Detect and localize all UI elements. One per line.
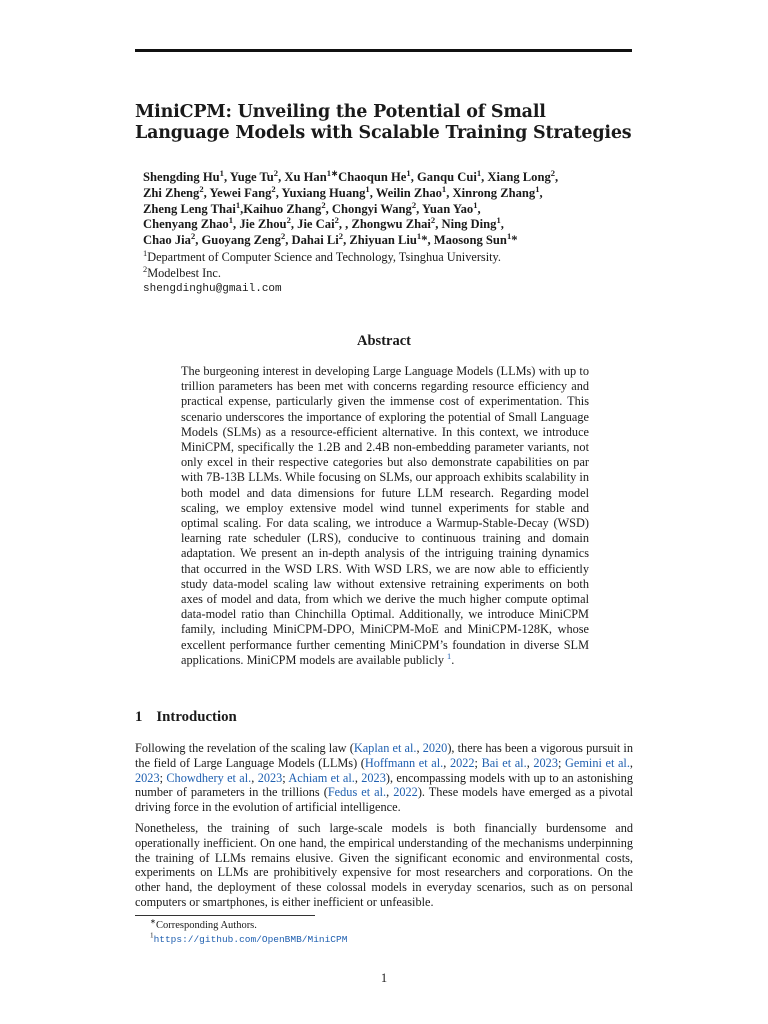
author-separator: ,: [477, 201, 481, 216]
author-affiliation-mark: 1: [496, 215, 501, 226]
author-name: Jie Zhou: [239, 217, 287, 232]
author-separator: ,: [275, 185, 282, 200]
author-name: Chao Jia: [143, 233, 191, 248]
author-separator: ,: [240, 201, 244, 216]
author-name: Maosong Sun: [433, 233, 507, 248]
author-name: Chaoqun He: [338, 170, 407, 184]
abstract-footnote-link[interactable]: 1: [447, 651, 452, 661]
citation-link[interactable]: Kaplan et al.: [353, 741, 417, 755]
author-affiliation-mark: 1: [473, 199, 478, 210]
author-affiliation-mark: 2: [280, 231, 286, 241]
author-name: Zhongwu Zhai: [351, 217, 431, 232]
paragraph-text: ;: [159, 770, 167, 785]
author-name: Yuge Tu: [229, 170, 274, 184]
author-separator: ,: [481, 170, 488, 184]
paragraph-text: ,: [416, 741, 423, 755]
author-affiliation-mark: 2: [430, 215, 436, 226]
author-name: Guoyang Zeng: [201, 233, 281, 248]
author-affiliation-mark: 2: [334, 215, 339, 226]
affiliation-2: [143, 265, 613, 281]
author-name: Chenyang Zhao: [143, 217, 229, 232]
author-affiliation-mark: 1: [365, 183, 370, 194]
paragraph-text: ,: [354, 770, 362, 785]
author-affiliation-mark: 2: [286, 215, 291, 226]
paragraph-text: ,: [251, 770, 258, 785]
section-number: 1: [135, 709, 143, 725]
author-affiliation-mark: 1: [235, 199, 241, 210]
author-name: Xu Han: [284, 170, 327, 184]
author-separator: ,: [446, 185, 453, 200]
paragraph-text: ), there has been a vigorous pursuit in the field of Large Language Models (LLMs) (: [135, 741, 634, 770]
author-name: Kaihuo Zhang: [243, 201, 322, 216]
author-affiliation-mark: 2: [273, 167, 279, 178]
citation-link[interactable]: 2020: [422, 741, 448, 755]
author-separator: *,: [421, 233, 434, 248]
author-affiliation-mark: 2: [321, 199, 326, 210]
paragraph-text: ;: [557, 755, 565, 770]
author-line: [143, 183, 613, 202]
citation-link[interactable]: 2023: [135, 770, 160, 785]
paragraph-text: ), encompassing models with up to an astonishing number of parameters in the trillions (: [135, 770, 633, 800]
abstract-text: [181, 364, 589, 668]
author-separator: ,: [285, 233, 292, 248]
affiliation-mark: 2: [143, 264, 148, 274]
author-name: Shengding Hu: [143, 170, 220, 184]
paper-title: MiniCPM: Unveiling the Potential of Small Language Models with Scalable Training Strategies: [135, 102, 632, 143]
section-heading: [135, 709, 237, 726]
citation-link[interactable]: Fedus et al.: [327, 785, 387, 800]
author-separator: ,: [500, 217, 504, 232]
author-name: Jie Cai: [297, 217, 335, 232]
author-email[interactable]: shengdinghu@gmail.com: [143, 283, 282, 295]
author-separator: ,: [343, 233, 350, 248]
footnote-mark: 1: [150, 931, 154, 940]
author-name: Chongyi Wang: [331, 201, 412, 216]
footnote-text: Corresponding Authors.: [155, 920, 257, 931]
author-line: [143, 167, 613, 186]
citation-link[interactable]: 2023: [361, 770, 386, 785]
author-separator: ,: [195, 233, 202, 248]
citation-link[interactable]: Hoffmann et al.: [364, 755, 444, 770]
author-affiliation-mark: 2: [338, 231, 344, 241]
author-separator: ,: [278, 170, 285, 184]
citation-link[interactable]: Chowdhery et al.: [166, 770, 252, 785]
author-affiliation-mark: 1: [535, 183, 540, 194]
citation-link[interactable]: 2022: [449, 755, 475, 770]
paragraph-text: ,: [629, 755, 633, 770]
paragraph-text: ;: [282, 770, 289, 785]
author-affiliation-mark: 2: [190, 231, 196, 241]
affiliations: [143, 249, 613, 297]
author-name: Zhi Zheng: [143, 185, 200, 200]
author-affiliation-mark: 2: [271, 183, 276, 194]
author-separator: ,: [369, 185, 376, 200]
author-affiliation-mark: 1: [219, 167, 224, 178]
author-name: Zheng Leng Thai: [143, 201, 236, 216]
author-affiliation-mark: 2: [550, 167, 556, 178]
author-separator: ,: [290, 217, 298, 232]
author-name: Yewei Fang: [209, 185, 272, 200]
footnotes: [150, 919, 347, 947]
body-paragraph: [135, 821, 633, 910]
body-paragraph: [135, 741, 633, 815]
paragraph-text: ,: [526, 755, 534, 770]
author-separator: , ,: [338, 217, 352, 232]
author-separator: ,: [233, 217, 240, 232]
paragraph-text: Following the revelation of the scaling law (: [135, 741, 354, 755]
author-name: Weilin Zhao: [375, 185, 442, 200]
paragraph-text: ,: [443, 755, 450, 770]
citation-link[interactable]: 2023: [533, 755, 558, 770]
author-line: [143, 217, 613, 233]
top-rule: [135, 49, 632, 52]
affiliation-1: [143, 249, 613, 265]
author-affiliation-mark: 1∗: [326, 167, 339, 178]
citation-link[interactable]: Achiam et al.: [288, 770, 355, 785]
author-separator: ,: [325, 201, 332, 216]
author-affiliation-mark: 2: [199, 183, 204, 194]
author-affiliation-mark: 1: [406, 167, 411, 178]
author-separator: ,: [555, 170, 559, 184]
paragraph-text: ). These models have emerged as a pivotal driving force in the evolution of artificial intelligence.: [135, 785, 633, 815]
github-link[interactable]: https://github.com/OpenBMB/MiniCPM: [153, 934, 348, 945]
page-number: 1: [380, 971, 388, 985]
author-list: [143, 167, 613, 249]
author-name: Xinrong Zhang: [452, 185, 536, 200]
author-name: Ganqu Cui: [416, 170, 477, 184]
section-title: Introduction: [156, 709, 237, 725]
footnote-corresponding: [150, 919, 347, 933]
author-affiliation-mark: 1: [506, 231, 512, 241]
author-affiliation-mark: 1: [476, 167, 482, 178]
author-line: [143, 233, 613, 249]
author-separator: ,: [410, 170, 417, 184]
author-name: Zhiyuan Liu: [349, 233, 417, 248]
author-separator: ,: [539, 185, 543, 200]
abstract-end: .: [451, 652, 455, 667]
paragraph-text: Nonetheless, the training of such large-scale models is both financially burdensome and operationally inefficient. On one hand, the empirical understanding of the mechanisms underpinning the training of LLMs remains elusive. Given the significant economic and environmental costs, experiments on LLMs are prohibitively expensive for most researchers and corporations. On the other hand, the deployment of these colossal models in everyday scenarios, such as on personal computers or smartphones, is either inefficient or unfeasible.: [135, 821, 633, 909]
author-name: Xiang Long: [487, 170, 551, 184]
abstract-heading: Abstract: [357, 333, 411, 349]
author-line: [143, 199, 613, 218]
footnote-rule: [135, 915, 315, 916]
author-separator: ,: [203, 185, 210, 200]
citation-link[interactable]: Gemini et al.: [565, 755, 630, 770]
paragraph-text: ,: [386, 785, 394, 800]
footnote-mark: ∗: [150, 917, 156, 926]
citation-link[interactable]: Bai et al.: [481, 755, 527, 770]
affiliation-text: Modelbest Inc.: [147, 266, 221, 280]
footnote-url: [150, 933, 347, 947]
citation-link[interactable]: 2023: [257, 770, 283, 785]
author-separator: ,: [223, 170, 230, 184]
author-name: Yuxiang Huang: [281, 185, 366, 200]
abstract-body: The burgeoning interest in developing Large Language Models (LLMs) with up to trillion parameters has been met with concerns regarding resource efficiency and practical expense, particularly given the immense cost of experimentation. This scenario underscores the importance of exploring the potential of Small Language Models (SLMs) as a resource-efficient alternative. In this context, we introduce MiniCPM, specifically the 1.2B and 2.4B non-embedding parameter variants, not only excel in their respective categories but also demonstrate capabilities on par with 7B-13B LLMs. While focusing on SLMs, our approach exhibits scalability in both model and data dimensions for future LLM research. Regarding model scaling, we employ extensive model wind tunnel experiments for stable and optimal scaling. For data scaling, we introduce a Warmup-Stable-Decay (WSD) learning rate scheduler (LRS), conducive to continuous training and domain adaptation. We present an in-depth analysis of the intriguing training dynamics that occurred in the WSD LRS. With WSD LRS, we are now able to efficiently study data-model scaling law without extensive retraining experiments on both axes of model and data, from which we derive the much higher compute optimal data-model ratio than Chinchilla Optimal. Additionally, we introduce MiniCPM family, including MiniCPM-DPO, MiniCPM-MoE and MiniCPM-128K, whose excellent performance further cementing MiniCPM’s foundation in diverse SLM applications. MiniCPM models are available publicly: [181, 364, 589, 667]
paragraph-text: ;: [474, 755, 482, 770]
author-affiliation-mark: 1: [228, 215, 234, 226]
author-name: Ning Ding: [441, 217, 497, 232]
author-separator: ,: [435, 217, 442, 232]
author-name: Yuan Yao: [421, 201, 474, 216]
author-separator: *: [511, 233, 518, 248]
author-affiliation-mark: 1: [416, 231, 422, 241]
affiliation-text: Department of Computer Science and Technology, Tsinghua University.: [147, 250, 501, 264]
author-name: Dahai Li: [291, 233, 339, 248]
affiliation-mark: 1: [143, 248, 148, 258]
author-affiliation-mark: 1: [441, 183, 447, 194]
author-affiliation-mark: 2: [411, 199, 417, 210]
citation-link[interactable]: 2022: [393, 785, 418, 800]
author-separator: ,: [416, 201, 422, 216]
